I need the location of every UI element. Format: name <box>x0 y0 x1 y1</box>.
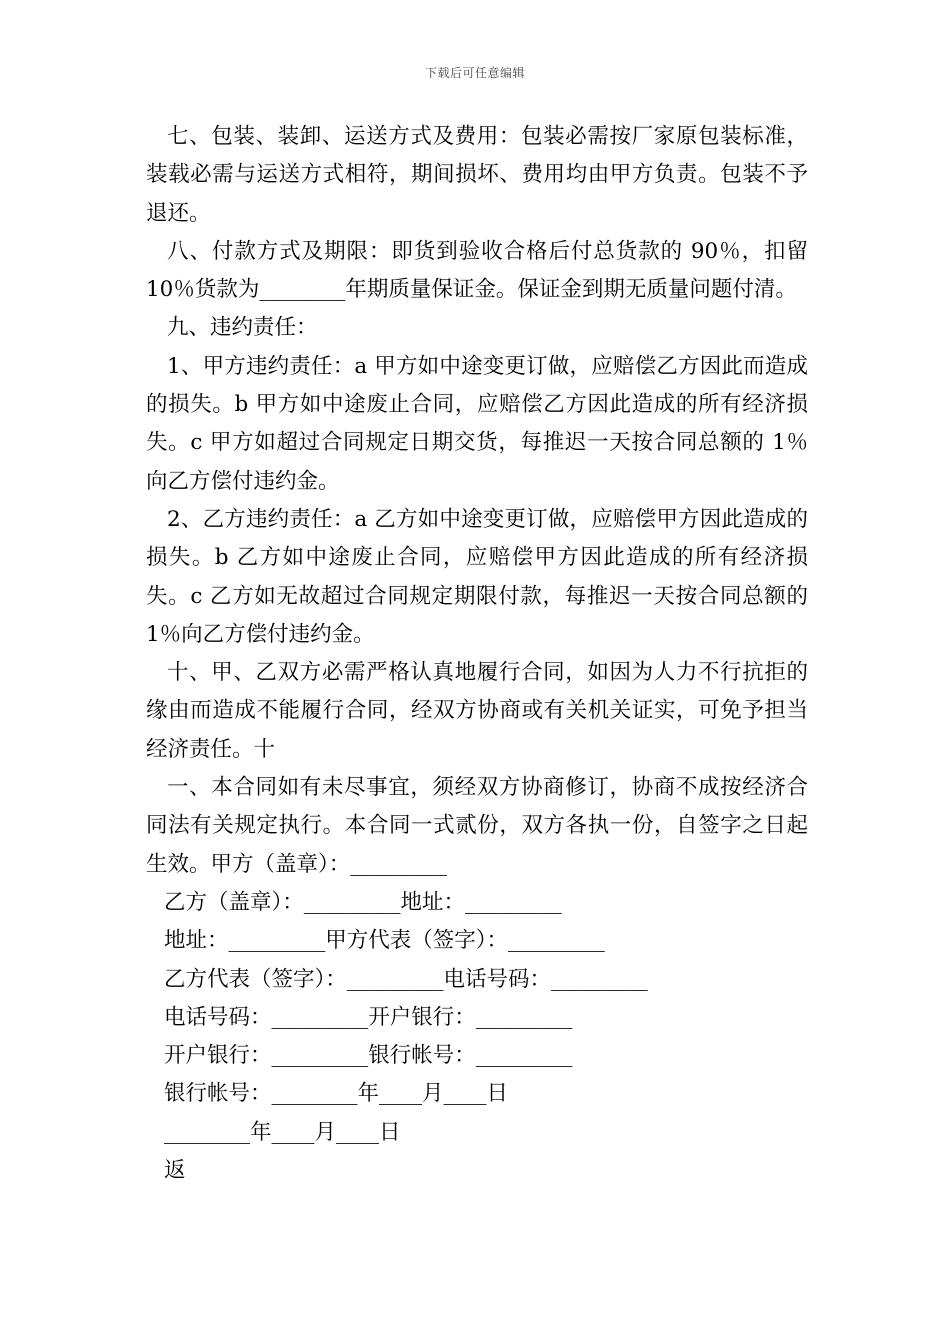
clause-10-force-majeure: 十、甲、乙双方必需严格认真地履行合同，如因为人力不行抗拒的缘由而造成不能履行合同，经双方协商或有关机关证实，可免予担当经济责任。十 <box>146 660 808 762</box>
signature-line-6: 银行帐号：________年____月____日 <box>164 1081 509 1107</box>
clause-8-payment: 八、付款方式及期限：即货到验收合格后付总货款的 90％，扣留 10％货款为________年期质量保证金。保证金到期无质量问题付清。 <box>146 238 808 303</box>
signature-line-3: 乙方代表（签字）：_________电话号码：_________ <box>164 966 648 992</box>
signature-date-line: ________年____月____日 <box>164 1119 401 1145</box>
signature-line-1: 乙方（盖章）：_________地址：_________ <box>164 889 562 915</box>
clause-9-2-party-b-liability: 2、乙方违约责任：a 乙方如中途变更订做，应赔偿甲方因此造成的损失。b 乙方如中途废止合同，应赔偿甲方因此造成的所有经济损失。c 乙方如无故超过合同规定期限付款，每推迟一天按合同总额的 1％向乙方偿付违约金。 <box>146 506 808 647</box>
clause-9-heading: 九、违约责任： <box>167 315 318 341</box>
clause-11-misc: 一、本合同如有未尽事宜，须经双方协商修订，协商不成按经济合同法有关规定执行。本合同一式贰份，双方各执一份，自签字之日起生效。甲方（盖章）：_________ <box>146 775 808 877</box>
clause-7-packaging: 七、包装、装卸、运送方式及费用：包装必需按厂家原包装标准，装载必需与运送方式相符，期间损坏、费用均由甲方负责。包装不予退还。 <box>146 124 808 226</box>
signature-line-2: 地址：_________甲方代表（签字）：_________ <box>164 928 605 954</box>
page-header: 下载后可任意编辑 <box>424 66 525 80</box>
clause-9-1-party-a-liability: 1、甲方违约责任：a 甲方如中途变更订做，应赔偿乙方因此而造成的损失。b 甲方如中途废止合同，应赔偿乙方因此造成的所有经济损失。c 甲方如超过合同规定日期交货，每推迟一天按合同总额的 1％向乙方偿付违约金。 <box>146 353 808 494</box>
signature-line-5: 开户银行：_________银行帐号：_________ <box>164 1043 573 1069</box>
contract-body <box>146 118 808 1190</box>
return-link[interactable]: 返 <box>164 1158 186 1184</box>
signature-line-4: 电话号码：_________开户银行：_________ <box>164 1004 573 1030</box>
